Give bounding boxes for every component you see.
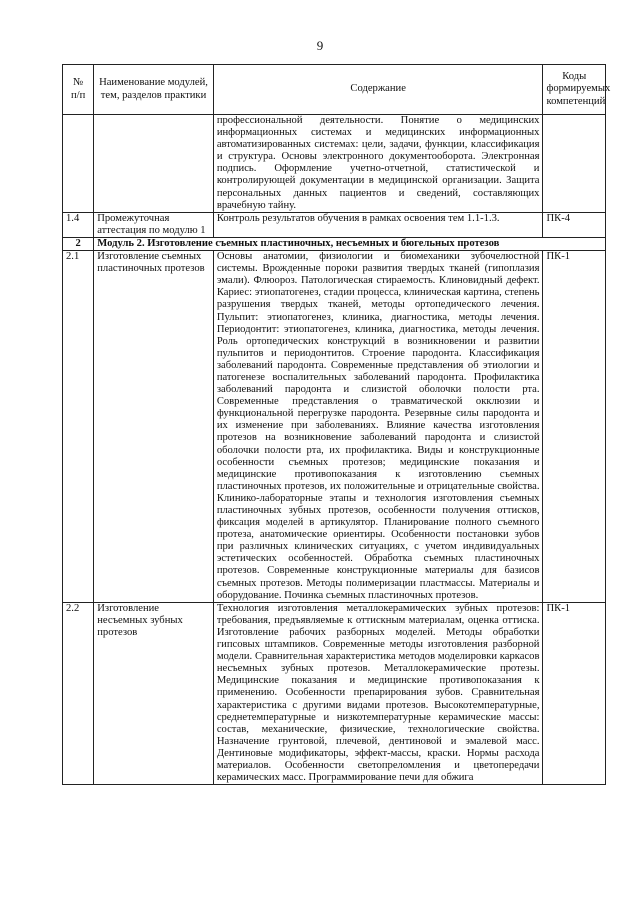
row-content: Контроль результатов обучения в рамках освоения тем 1.1-1.3. — [213, 212, 543, 237]
row-code: ПК-1 — [543, 602, 606, 784]
row-code: ПК-4 — [543, 212, 606, 237]
row-name — [94, 115, 214, 213]
header-num: № п/п — [63, 65, 94, 115]
row-content: Технология изготовления металлокерамических зубных протезов: требования, предъявляемые к оттискным материалам, оценка оттиска. Изготовление рабочих разборных моделей. Методы обработки гипсовых штампиков. Современные методы изготовления разборной модели. Сравнительная характеристика методов моделировки каркасов несъемных зубных протезов. Металлокерамические протезы. Медицинские показания и медицинские противопоказания к применению. Особенности препарирования зубов. Сравнительная характеристика с другими видами протезов. Высокотемпературные, среднетемпературные и низкотемпературные керамические массы: состав, механические, физические, технологические свойства. Назначение грунтовой, плечевой, дентиновой и эмалевой масс. Дентиновые модификаторы, эффект-массы, краски. Нормы расхода материалов. Особенности светопреломления и цветопередачи керамических масс. Программирование печи для обжига — [213, 602, 543, 784]
row-content: профессиональной деятельности. Понятие о медицинских информационных системах и медицинских информационных автоматизированных системах: цели, задачи, функции, классификация и структура. Основы электронного документооборота. Электронная подпись. Оформление учетно-отчетной, статистической и контролирующей документации в медицинской организации. Защита персональных данных пациентов и сведений, составляющих врачебную тайну. — [213, 115, 543, 213]
practice-content-table — [62, 64, 611, 785]
module-heading-row — [63, 237, 606, 250]
row-number: 2.1 — [63, 251, 94, 603]
page-number: 9 — [316, 38, 324, 53]
row-code — [543, 115, 606, 213]
table-row — [63, 212, 606, 237]
table-row — [63, 602, 606, 784]
table-header-row — [63, 65, 606, 115]
row-name: Изготовление съемных пластиночных протезов — [94, 251, 214, 603]
row-content: Основы анатомии, физиологии и биомеханики зубочелюстной системы. Врожденные пороки развития твердых тканей (гипоплазия эмали). Флюороз. Патологическая стираемость. Клиновидный дефект. Кариес: этиопатогенез, стадии процесса, клиническая картина, степень разрушения твердых тканей, методы ортопедического лечения. Пульпит: этиопатогенез, клиника, диагностика, методы лечения. Периодонтит: этиопатогенез, клиника, диагностика, методы лечения. Роль ортопедических конструкций в возникновении и развитии пульпитов и периодонтитов. Строение пародонта. Классификация заболеваний пародонта. Современные представления об этиологии и патогенезе воспалительных заболеваний пародонта. Профилактика заболеваний пародонта и слизистой оболочки полости рта. Современные представления о травматической окклюзии и функциональной перегрузке пародонта. Резервные силы пародонта и их изменение при заболеваниях. Влияние качества изготовления протезов на возникновение заболеваний пародонта и слизистой оболочки полости рта, их профилактика. Виды и конструкционные особенности съемных протезов; медицинские показания и медицинские противопоказания к изготовлению съемных пластиночных протезов, их положительные и отрицательные свойства. Клинико-лабораторные этапы и технология изготовления съемных пластиночных зубных протезов, особенности получения оттисков, фиксация моделей в артикулятор. Планирование полного съемного протеза, анатомические ориентиры. Особенности постановки зубов при различных клинических ситуациях, с учетом индивидуальных эстетических особенностей. Обработка съемных пластиночных протезов. Современные конструкционные материалы для базисов съемных протезов. Методы полимеризации пластмассы. Материалы и оборудование. Починка съемных пластиночных протезов. — [213, 251, 543, 603]
table-row — [63, 115, 606, 213]
row-number: 2.2 — [63, 602, 94, 784]
module-number: 2 — [63, 237, 94, 250]
module-title: Модуль 2. Изготовление съемных пластиночных, несъемных и бюгельных протезов — [94, 237, 606, 250]
row-name: Изготовление несъемных зубных протезов — [94, 602, 214, 784]
row-code: ПК-1 — [543, 251, 606, 603]
header-name: Наименование модулей, тем, разделов практики — [94, 65, 214, 115]
table-row — [63, 251, 606, 603]
header-content: Содержание — [213, 65, 543, 115]
header-code: Коды формируемых компетенций — [543, 65, 606, 115]
row-name: Промежуточная аттестация по модулю 1 — [94, 212, 214, 237]
row-number: 1.4 — [63, 212, 94, 237]
row-number — [63, 115, 94, 213]
